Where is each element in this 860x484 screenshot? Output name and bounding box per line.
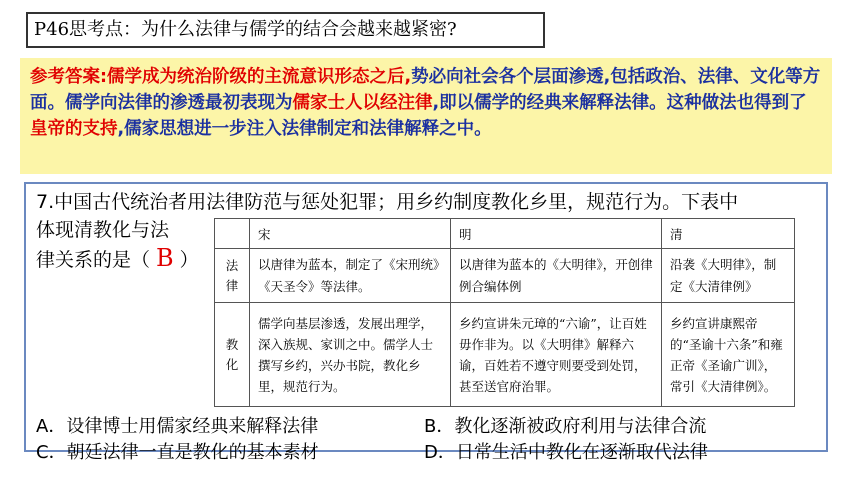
table-cell: 儒学向基层渗透，发展出理学，深入族规、家训之中。儒学人士撰写乡约，兴办书院，教化乡里，规范行为。 [250, 303, 451, 407]
table-header-cell: 宋 [250, 219, 451, 249]
think-point-box: P46思考点：为什么法律与儒学的结合会越来越紧密? [26, 12, 545, 48]
option-a[interactable]: A．设律博士用儒家经典来解释法律 [36, 416, 319, 437]
answer-segment-1: 儒学成为统治阶级的主流意识形态之后, [107, 67, 412, 87]
answer-segment-5: 皇帝的支持 [30, 119, 118, 139]
table-cell: 以唐律为蓝本的《大明律》，开创律例合编体例 [451, 249, 662, 303]
answer-label: 参考答案: [30, 67, 107, 87]
option-d[interactable]: D．日常生活中教化在逐渐取代法律 [424, 442, 708, 463]
table-cell: 乡约宣讲朱元璋的“六谕”，让百姓毋作非为。以《大明律》解释六谕，百姓若不遵守则要受到处罚，甚至送官府治罪。 [451, 303, 662, 407]
answer-letter: B [156, 244, 174, 272]
answer-segment-2: 势必向社会各个层面渗透,包括政治、法律、文化等方面。儒学向法律的渗透最初表现为 [30, 67, 821, 113]
table-cell: 乡约宣讲康熙帝的“圣谕十六条”和雍正帝《圣谕广训》，常引《大清律例》。 [662, 303, 795, 407]
answer-segment-3: 儒家士人以经注律 [292, 93, 433, 113]
table-cell: 以唐律为蓝本，制定了《宋刑统》《天圣令》等法律。 [250, 249, 451, 303]
question-7-box [24, 182, 828, 463]
reference-answer-box [20, 58, 832, 174]
comparison-table [214, 218, 795, 407]
question-stem-suffix: ） [179, 249, 199, 271]
answer-segment-4: ,即以儒学的经典来解释法律。这种做法也得到了 [432, 93, 807, 113]
option-c[interactable]: C．朝廷法律一直是教化的基本素材 [36, 442, 319, 463]
option-b[interactable]: B．教化逐渐被政府利用与法律合流 [424, 416, 707, 437]
question-stem-line-2: 体现清教化与法 [36, 219, 170, 241]
table-row [215, 303, 795, 407]
question-stem-line-1: 7.中国古代统治者用法律防范与惩处犯罪；用乡约制度教化乡里，规范行为。下表中 [36, 191, 739, 213]
table-row [215, 249, 795, 303]
row-label-cell: 教 化 [215, 303, 250, 407]
table-header-cell: 明 [451, 219, 662, 249]
table-header-row [215, 219, 795, 249]
table-header-cell [215, 219, 250, 249]
table-cell: 沿袭《大明律》，制定《大清律例》 [662, 249, 795, 303]
question-stem-prefix: 律关系的是（ [36, 249, 151, 271]
question-stem-line-3 [36, 244, 199, 274]
row-label-cell: 法 律 [215, 249, 250, 303]
answer-segment-6: ,儒家思想进一步注入法律制定和法律解释之中。 [117, 119, 492, 139]
table-header-cell: 清 [662, 219, 795, 249]
